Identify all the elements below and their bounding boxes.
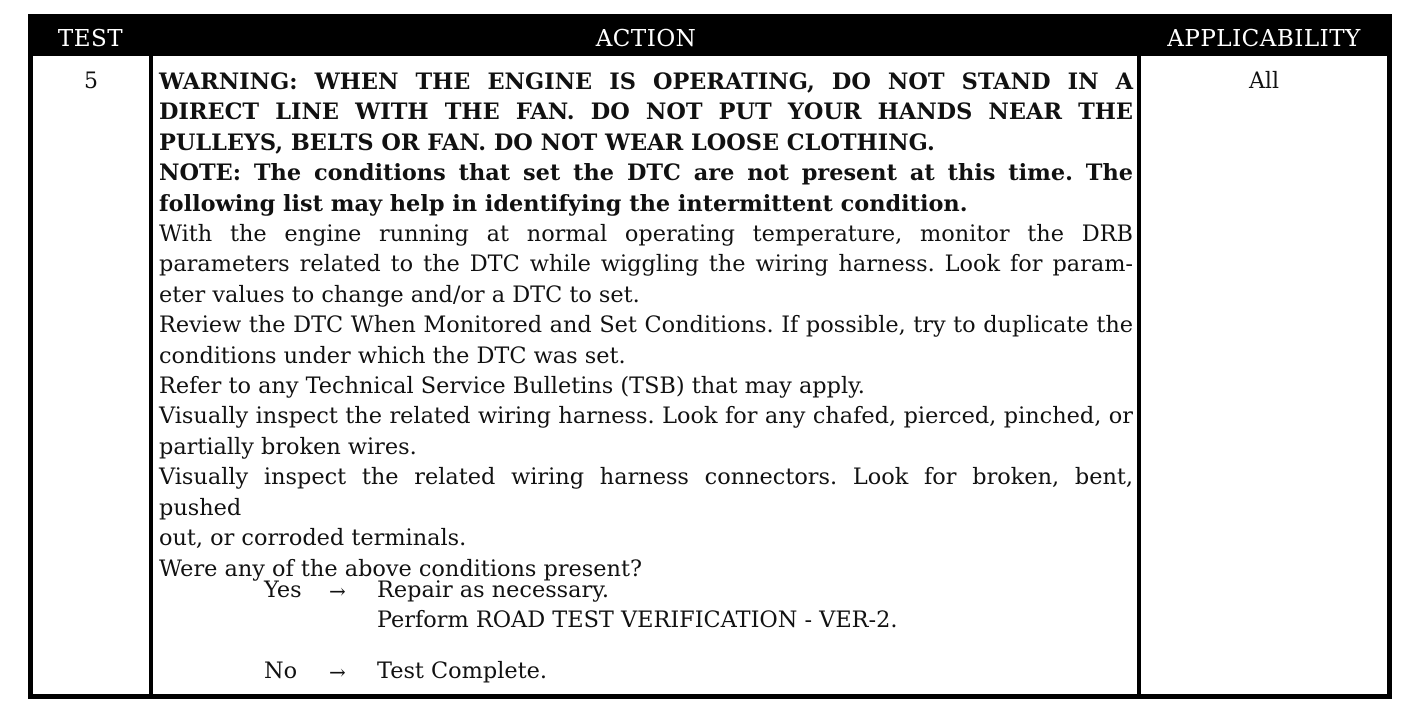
instruction-line: With the engine running at normal operating temperature, monitor the DRB bbox=[159, 221, 1133, 248]
no-label: No bbox=[264, 658, 298, 684]
column-divider bbox=[1137, 56, 1141, 694]
question-line: Were any of the above conditions present? bbox=[159, 555, 642, 582]
column-divider bbox=[149, 56, 153, 694]
applicability-value: All bbox=[1249, 69, 1279, 94]
no-result-line: Test Complete. bbox=[377, 658, 548, 684]
table-header bbox=[33, 19, 1387, 56]
test-number: 5 bbox=[84, 69, 98, 94]
warning-line: PULLEYS, BELTS OR FAN. DO NOT WEAR LOOSE CLOTHING. bbox=[159, 129, 935, 156]
arrow-icon: → bbox=[329, 579, 346, 603]
note-line: following list may help in identifying the intermittent condition. bbox=[159, 190, 968, 217]
note-line: NOTE: The conditions that set the DTC are not present at this time. The bbox=[159, 160, 1133, 187]
header-test: TEST bbox=[57, 26, 124, 52]
instruction-line: out, or corroded terminals. bbox=[159, 525, 467, 552]
header-applicability: APPLICABILITY bbox=[1167, 26, 1361, 52]
instruction-line: Visually inspect the related wiring harness connectors. Look for broken, bent, pushed bbox=[159, 464, 1133, 521]
warning-line: WARNING: WHEN THE ENGINE IS OPERATING, DO NOT STAND IN A bbox=[159, 69, 1133, 95]
yes-label: Yes bbox=[264, 577, 302, 603]
instruction-line: conditions under which the DTC was set. bbox=[159, 342, 626, 369]
arrow-icon: → bbox=[329, 660, 346, 684]
instruction-line: eter values to change and/or a DTC to set. bbox=[159, 281, 640, 308]
instruction-line: Visually inspect the related wiring harness. Look for any chafed, pierced, pinched, or bbox=[159, 403, 1133, 430]
yes-result-line: Perform ROAD TEST VERIFICATION - VER-2. bbox=[377, 607, 898, 633]
instruction-line: Review the DTC When Monitored and Set Conditions. If possible, try to duplicate the bbox=[159, 312, 1133, 339]
instruction-line: Refer to any Technical Service Bulletins (TSB) that may apply. bbox=[159, 373, 865, 400]
header-action: ACTION bbox=[595, 26, 697, 52]
instruction-line: parameters related to the DTC while wiggling the wiring harness. Look for param- bbox=[159, 251, 1133, 278]
action-cell bbox=[159, 67, 1133, 584]
instruction-line: partially broken wires. bbox=[159, 433, 417, 460]
yes-result-line: Repair as necessary. bbox=[377, 577, 610, 603]
diagnostic-table bbox=[28, 14, 1392, 699]
warning-line: DIRECT LINE WITH THE FAN. DO NOT PUT YOUR HANDS NEAR THE bbox=[159, 99, 1133, 126]
